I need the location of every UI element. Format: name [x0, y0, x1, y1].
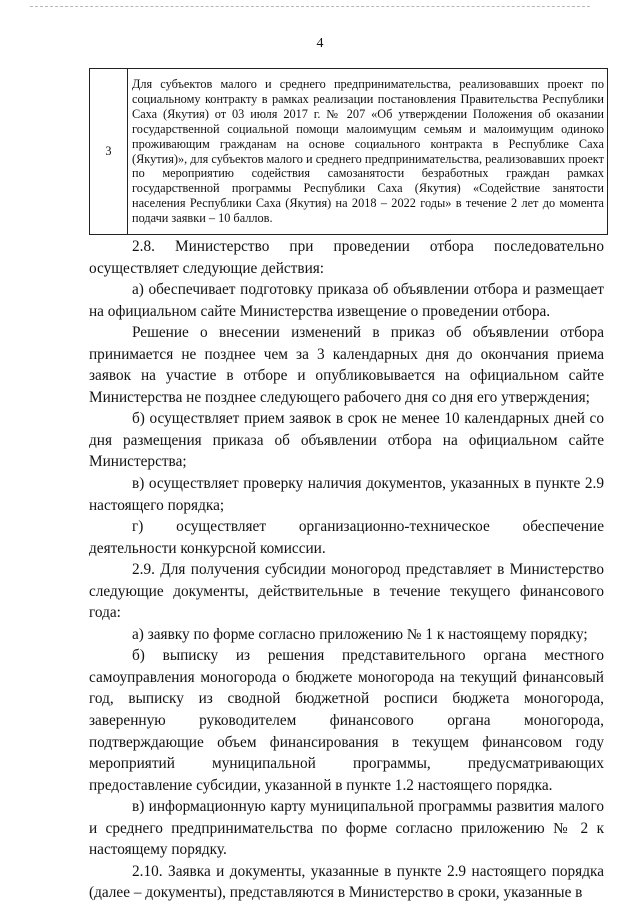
paragraph-2-9-b: б) выписку из решения представительного органа местного самоуправления моногорода о бюджете моногорода на текущий финансовый год, выписку из сводной бюджетной росписи бюджета моногорода, заверенную руководителем финансового органа моногорода, подтверждающие объем финансирования в текущем финансовом году мероприятий муниципальной программы, предусматривающих предоставление субсидии, указанной в пункте 1.2 настоящего порядка. [89, 647, 604, 794]
document-body [89, 236, 604, 904]
paragraph-2-9: 2.9. Для получения субсидии моногород представляет в Министерство следующие документы, действительные в течение текущего финансового года: [89, 561, 604, 622]
paragraph-2-8-b: б) осуществляет прием заявок в срок не менее 10 календарных дней со дня размещения приказа об объявлении отбора на официальном сайте Министерства; [89, 410, 604, 471]
paragraph-2-8: 2.8. Министерство при проведении отбора последовательно осуществляет следующие действия: [89, 238, 604, 277]
table-row-number: 3 [90, 69, 128, 235]
paragraph-2-8-g: г) осуществляет организационно-техническое обеспечение деятельности конкурсной комиссии. [89, 518, 604, 557]
paragraph-2-8-a: а) обеспечивает подготовку приказа об объявлении отбора и размещает на официальном сайте Министерства извещение о проведении отбора. [89, 281, 604, 320]
table-row [90, 69, 608, 235]
paragraph-amendment-decision: Решение о внесении изменений в приказ об объявлении отбора принимается не позднее чем за 3 календарных дня до окончания приема заявок на участие в отборе и опубликовывается на официальном сайте Министерства не позднее следующего рабочего дня со дня его утверждения; [89, 324, 604, 406]
criteria-table [89, 68, 608, 235]
table-row-text: Для субъектов малого и среднего предпринимательства, реализовавших проект по социальному контракту в рамках реализации постановления Правительства Республики Саха (Якутия) от 03 июля 2017 г. № 207 «Об утверждении Положения об оказании государственной социальной помощи малоимущим семьям и малоимущим одиноко проживающим гражданам на основе социального контракта в Республике Саха (Якутия)», для субъектов малого и среднего предпринимательства, реализовавших проект по мероприятию содействия самозанятости безработных граждан рамках государственной программы Республики Саха (Якутия) «Содействие занятости населения Республики Саха (Якутия) на 2018 – 2022 годы» в течение 2 лет до момента подачи заявки – 10 баллов. [128, 69, 608, 235]
paragraph-2-9-a: а) заявку по форме согласно приложению № 1 к настоящему порядку; [132, 625, 588, 643]
paragraph-2-10: 2.10. Заявка и документы, указанные в пункте 2.9 настоящего порядка (далее – документы), представляются в Министерство в сроки, указанные в [89, 862, 604, 902]
paragraph-2-8-v: в) осуществляет проверку наличия документов, указанных в пункте 2.9 настоящего порядка; [89, 475, 604, 514]
paragraph-2-9-v: в) информационную карту муниципальной программы развития малого и среднего предпринимательства по форме согласно приложению № 2 к настоящему порядку. [89, 798, 604, 859]
page-number: 4 [316, 36, 324, 51]
scan-top-edge-line [30, 6, 590, 7]
